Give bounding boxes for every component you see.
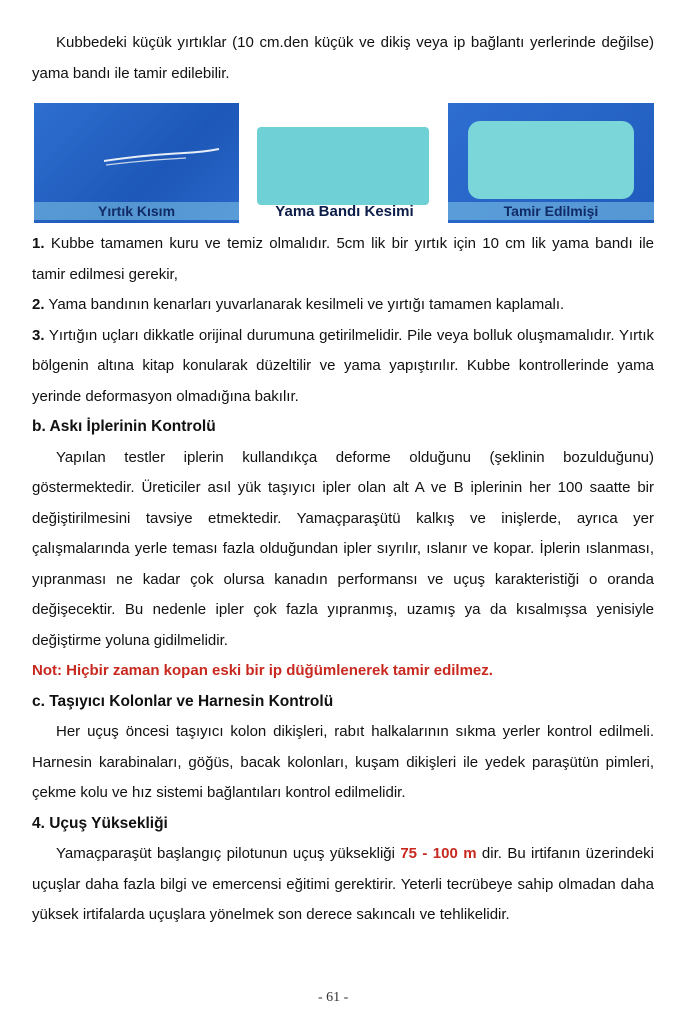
repair-figures [32, 103, 654, 227]
step-1: 1. Kubbe tamamen kuru ve temiz olmalıdır. 5cm lik bir yırtık için 10 cm lik yama bandı ile tamir edilmesi gerekir, [32, 235, 655, 283]
patch-cut-caption: Yama Bandı Kesimi [275, 203, 414, 220]
section-c-title: c. Taşıyıcı Kolonlar ve Harnesin Kontrolü [32, 692, 334, 710]
applied-patch [468, 121, 634, 199]
section-b-note: Not: Hiçbir zaman kopan eski bir ip düğümlenerek tamir edilmez. [32, 662, 493, 679]
intro-paragraph: Kubbedeki küçük yırtıklar (10 cm.den küçük ve dikiş veya ip bağlantı yerlerinde değilse) yama bandı ile tamir edilebilir. [32, 34, 654, 82]
repaired-canopy-photo [448, 103, 654, 223]
step-3: 3. Yırtığın uçları dikkatle orijinal durumuna getirilmelidir. Pile veya bolluk oluşmamalıdır. Yırtık bölgenin altına kitap konularak düzeltilir ve yama yapıştırılır. Kubbe kontrollerinde yama yerinde deformasyon olmadığına bakılır. [32, 326, 654, 405]
step-2: 2. Yama bandının kenarları yuvarlanarak kesilmeli ve yırtığı tamamen kaplamalı. [32, 296, 565, 313]
section-b-title: b. Askı İplerinin Kontrolü [32, 418, 216, 435]
section-c-body: Her uçuş öncesi taşıyıcı kolon dikişleri, rabıt halkalarının sıkma yerler kontrol edilmeli. Harnesin karabinaları, göğüs, bacak kolonları, kuşam dikişleri ile yedek paraşütün pimleri, çekme kolu ve hız sistemi bağlantıları kontrol edilmelidir. [32, 723, 654, 801]
section-4-body: Yamaçparaşüt başlangıç pilotunun uçuş yüksekliği 75 - 100 m dir. Bu irtifanın üzerindeki uçuşlar daha fazla bilgi ve emercensi eğitimi gerektirir. Yeterli tecrübeye sahip olmadan daha yüksek irtifalarda uçuşlara yönelmek son derece sakıncalı ve tehlikelidir. [32, 845, 655, 923]
section-4-title: 4. Uçuş Yüksekliği [32, 814, 168, 832]
repaired-caption: Tamir Edilmişi [448, 202, 654, 220]
torn-caption: Yırtık Kısım [34, 202, 239, 220]
document-page [32, 28, 654, 931]
altitude-highlight: 75 - 100 m [400, 845, 477, 862]
section-b-body: Yapılan testler iplerin kullandıkça deforme olduğunu (şeklinin bozulduğunu) göstermektedir. Üreticiler asıl yük taşıyıcı ipler olan alt A ve B iplerinin her 100 saatte bir değiştirilmesini tavsiye etmektedir. Yamaçparaşütü kalkış ve inişlerde, ayrıca yer çalışmalarında yerle teması fazla olduğundan ipler sıyrılır, ıslanır ve kopar. İplerin ıslanması, yıpranması ne kadar çok olursa kanadın performansı ve uçuş karakteristiği o oranda değişecektir. Bu nedenle ipler çok fazla yıpranmış, uzamış ya da kısalmışsa yenisiyle değiştirme yoluna gidilmelidir. [32, 448, 654, 649]
torn-canopy-photo [34, 103, 239, 223]
patch-cut-swatch [257, 127, 429, 205]
page-number: - 61 - [318, 990, 349, 1005]
